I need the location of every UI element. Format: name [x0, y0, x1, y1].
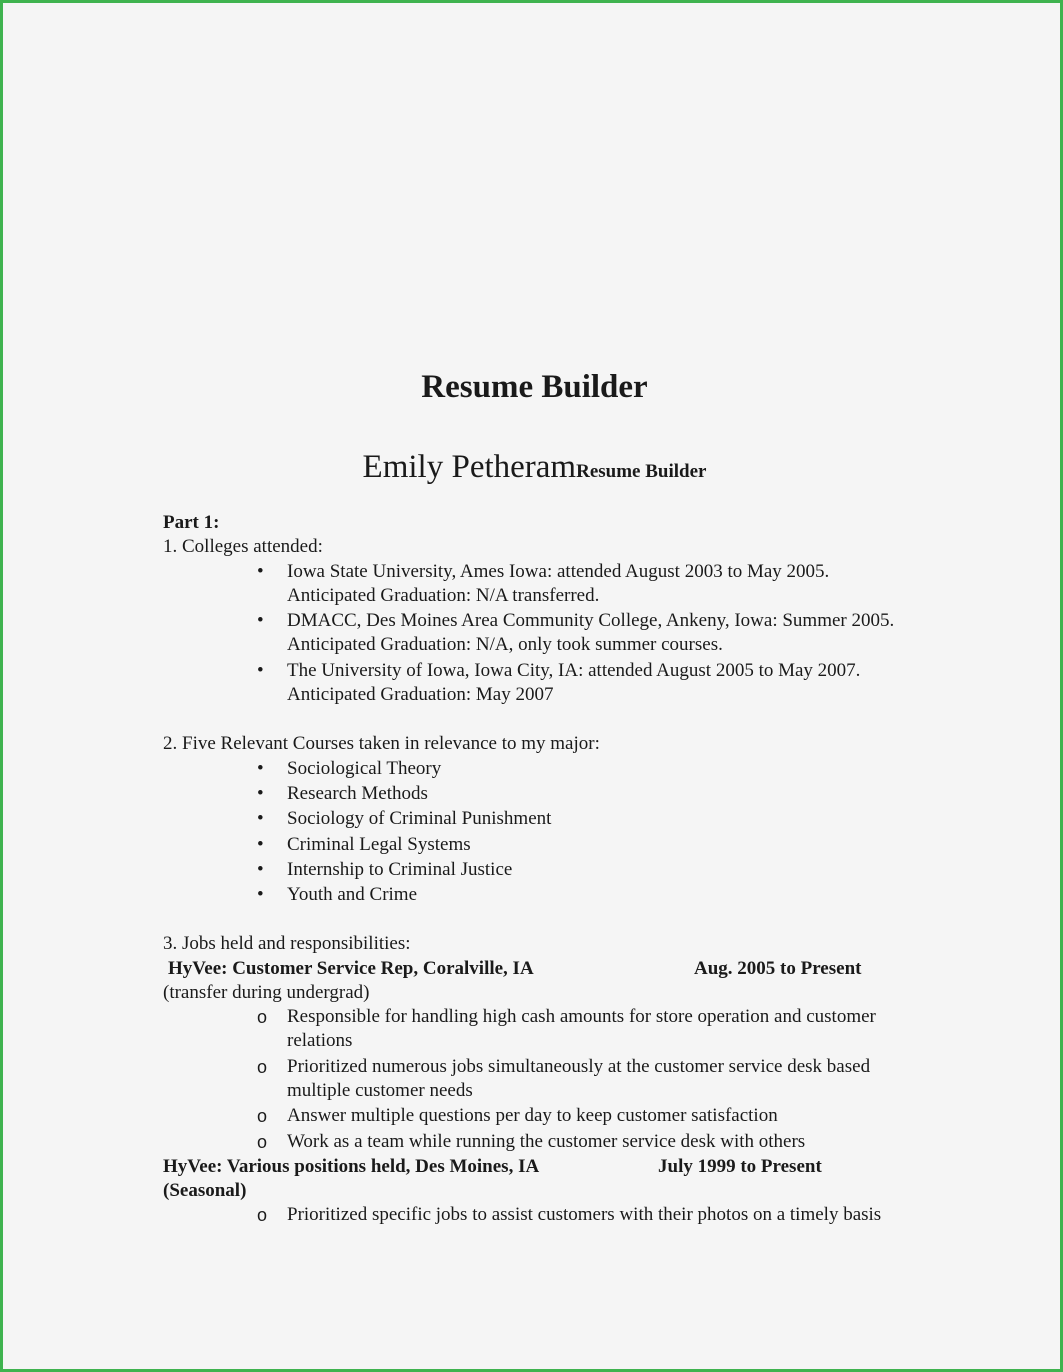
job-header	[163, 957, 923, 981]
course-item: • Criminal Legal Systems	[163, 833, 923, 857]
college-item: • The University of Iowa, Iowa City, IA: attended August 2005 to May 2007. Anticipated Graduation: May 2007	[163, 659, 923, 708]
courses-list	[163, 757, 923, 908]
college-item: • DMACC, Des Moines Area Community College, Ankeny, Iowa: Summer 2005. Anticipated Graduation: N/A, only took summer courses.	[163, 609, 923, 658]
applicant-name: Emily Petheram	[362, 449, 577, 485]
job-title: HyVee: Various positions held, Des Moines, IA	[163, 1155, 540, 1177]
course-item: • Internship to Criminal Justice	[163, 858, 923, 882]
job-dates: July 1999 to Present	[658, 1155, 822, 1177]
course-item: • Youth and Crime	[163, 883, 923, 907]
job-dates: Aug. 2005 to Present	[694, 957, 862, 979]
colleges-heading: 1. Colleges attended:	[163, 536, 323, 558]
job-duty: o Prioritized specific jobs to assist customers with their photos on a timely basis	[163, 1203, 923, 1227]
job-duty: o Prioritized numerous jobs simultaneously at the customer service desk based multiple customer needs	[163, 1055, 923, 1104]
name-suffix: Resume Builder	[576, 461, 707, 482]
part-label: Part 1:	[163, 512, 220, 533]
document-title: Resume Builder	[421, 369, 648, 405]
colleges-list	[163, 560, 923, 708]
job-duty: o Answer multiple questions per day to keep customer satisfaction	[163, 1104, 923, 1128]
course-item: • Sociological Theory	[163, 757, 923, 781]
applicant-name-line	[3, 449, 1063, 486]
course-item: • Sociology of Criminal Punishment	[163, 807, 923, 831]
job-note: (Seasonal)	[163, 1179, 247, 1201]
college-item: • Iowa State University, Ames Iowa: attended August 2003 to May 2005. Anticipated Graduation: N/A transferred.	[163, 560, 923, 609]
jobs-heading: 3. Jobs held and responsibilities:	[163, 933, 411, 955]
job-header	[163, 1155, 923, 1179]
job-duty: o Responsible for handling high cash amounts for store operation and customer relations	[163, 1005, 923, 1054]
course-item: • Research Methods	[163, 782, 923, 806]
job-duty: o Work as a team while running the customer service desk with others	[163, 1130, 923, 1154]
job-title: HyVee: Customer Service Rep, Coralville, IA	[168, 957, 534, 979]
job-duties-list	[163, 1203, 923, 1227]
job-note: (transfer during undergrad)	[163, 981, 370, 1003]
job-duties-list	[163, 1005, 923, 1154]
spacer	[163, 708, 923, 732]
resume-content	[163, 511, 923, 1228]
courses-heading: 2. Five Relevant Courses taken in relevance to my major:	[163, 733, 600, 755]
spacer	[163, 908, 923, 932]
